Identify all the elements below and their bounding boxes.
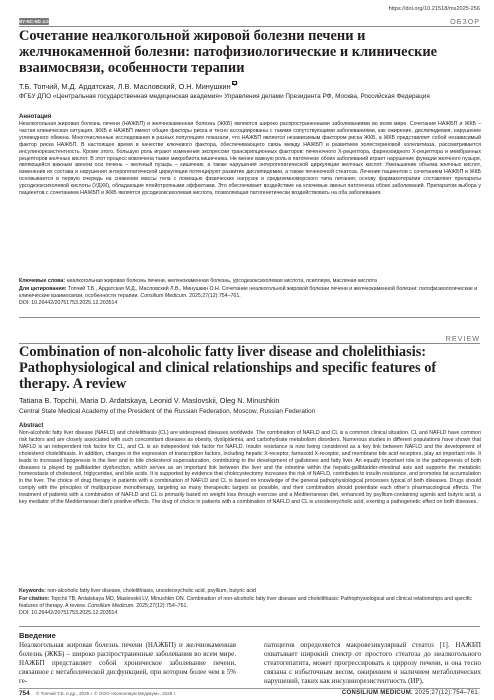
citation-label-en: For citation: <box>19 596 50 602</box>
authors-ru-text: Т.Б. Топчий, М.Д. Ардатская, Л.В. Масловский, О.Н. Минушкин <box>19 81 231 91</box>
citation-tail-ru: 2025;27(12):754–761. <box>189 292 241 299</box>
doi-ru[interactable]: DOI: 10.26442/20751753.2025.12.203514 <box>19 299 118 306</box>
license-badge: BY-NC-ND 4.0 <box>19 19 49 24</box>
section-divider <box>19 317 480 318</box>
intro-column-left: Неалкогольная жировая болезнь печени (НАЖБП) и желчнокаменная болезнь (ЖКБ) – широко распространенные заболевания во всем мире. НАЖБП представляет собой хроническое заболевание печени, связанное с метаболической дисфункцией, при котором более чем в 5% ге- <box>19 641 236 685</box>
section-label-ru: ОБЗОР <box>450 17 480 26</box>
citation-journal-ru: Consilium Medicum. <box>140 292 188 299</box>
keywords-text-ru: неалкогольная жировая болезнь печени, желчнокаменная болезнь, урсодезоксихолевая кислота, псиллиум, масляная кислота <box>66 278 377 284</box>
affiliation-en: Central State Medical Academy of the President of the Russian Federation, Moscow, Russian Federation <box>19 408 316 415</box>
keywords-en <box>19 588 481 595</box>
intro-column-right: патоцитов определяется макровезикулярный стеатоз [1]. НАЖБП охватывает широкий спектр от простого стеатоза до неалкогольного стеатогепатита, может прогрессировать к циррозу печени, и она тесно связана с избыточным весом, ожирением и наличием метаболических нарушений, таких как инсулинорезистентность (ИР), <box>264 641 481 685</box>
keywords-label-ru: Ключевые слова: <box>19 278 66 284</box>
authors-en <box>19 396 279 405</box>
citation-journal-en: Consilium Medicum. <box>87 602 135 609</box>
citation-label-ru: Для цитирования: <box>19 286 67 292</box>
footer-rule <box>19 688 480 689</box>
abstract-ru: Неалкогольная жировая болезнь печени (НАЖБП) и желчнокаменная болезнь (ЖКБ) являются широко распространенными заболеваниями во всем мире. Сочетание НАЖБП и ЖКБ – частая клиническая ситуация. ЖКБ и НАЖБП имеют общие факторы риска и тесно ассоциированы с такими сопутствующими заболеваниями, как ожирение, дислипидемия, нарушение углеводного обмена. Многочисленные исследования в разных популяциях показали, что НАЖБП является независимым фактором риска ЖКБ, а ЖКБ представляет собой независимый фактор риска НАЖБП. В настоящее время в качестве ключевого фактора, обеспечивающего связь между НАЖБП и развитием холестериновой холелитиаза, рассматривается инсулинорезистентность. Кроме этого, большую роль играют изменения экспрессии транскрипционных факторов: печеночного X-рецептора, фарнезоидного X-рецептора и мембранных рецепторов желчных кислот. В этот процесс вовлечена также микробиота кишечника. Не менее важную роль в патогенезе обоих заболеваний играет нарушение функции желчного пузыря, являющейся важным звеном оси печень – желчный пузырь – кишечник, а также нарушения энтерогепатической циркуляции желчных кислот. Уменьшение объема желчных кислот, изменения их состава и нарушения энтерогепатической циркуляции потенцируют развитие дислипидемии, а также печеночной стеатоза. Лечение пациентов с сочетанием НАЖБП и ЖКБ основывается в первую очередь на снижении массы тела с помощью физических нагрузок и средиземноморского типа питания; основу фармакотерапии составляют препараты урсодезоксихолевой кислоты (УДХК), обладающие плейотропными эффектами. Это обеспечивает воздействие на ключевые звенья патогенеза обоих заболеваний. Препаратом выбора у пациентов с сочетанием НАЖБП и ЖКБ является урсодезоксихолевая кислота, позволяющая патогенетически воздействовать на оба заболевания. <box>19 121 481 197</box>
citation-text-ru: Топчий Т.Б., Ардатская М.Д., Масловский Л.В., Минушкин О.Н. Сочетание неалкогольной жировой болезни печени и желчнокаменной болезни: патофизиологические и клинические взаимосвязи, особенности терапии. <box>19 286 478 299</box>
footer-issue: 2025;27(12):754–761. <box>414 690 480 696</box>
footer-journal-name: CONSILIUM MEDICUM. <box>341 690 413 696</box>
page-number: 754 <box>19 690 30 697</box>
article-title-en: Combination of non-alcoholic fatty liver disease and cholelithiasis: Pathophysiological and clinical relationships and specific features of therapy. A review <box>19 344 437 392</box>
section-label-en: REVIEW <box>445 334 480 343</box>
abstract-heading-ru: Аннотация <box>19 114 52 120</box>
keywords-text-en: non-alcoholic fatty liver disease, cholelithiasis, ursodeoxycholic acid, psyllium, butyric acid <box>47 588 256 594</box>
keywords-ru <box>19 278 481 285</box>
footer-journal <box>342 690 480 696</box>
header-rule <box>19 26 480 27</box>
citation-tail-en: 2025;27(12):754–761. <box>136 602 188 609</box>
doi-en[interactable]: DOI: 10.26442/20751753.2025.12.203514 <box>19 609 118 616</box>
footer-copyright: © Топчий Т.Б. и др., 2025 г. © ООО «Консилиум Медикум», 2025 г. <box>36 691 176 696</box>
article-title-ru: Сочетание неалкогольной жировой болезни печени и желчнокаменной болезни: патофизиологические и клинические взаимосвязи, особенности терапии <box>19 28 438 76</box>
abstract-heading-en: Abstract <box>19 423 44 429</box>
email-icon[interactable] <box>232 81 237 85</box>
citation-ru <box>19 286 481 307</box>
abstract-en: Non-alcoholic fatty liver disease (NAFLD) and cholelithiasis (CL) are widespread diseases worldwide. The combination of NAFLD and CL is a common clinical situation. CL and NAFLD have common risk factors and are closely associated with such concomitant diseases as obesity, dyslipidemia, and carbohydrate metabolism disorders. Numerous studies in different populations have shown that NAFLD is an independent risk factor for CL, and CL is an independent risk factor for NAFLD. Insulin resistance is now being considered as a key link between NAFLD and the development of cholesterol cholelithiasis. In addition, changes in the expression of transcription factors, including hepatic X-receptor, farnesoid X-receptor, and membrane bile acid receptors, play an important role. It leads to increased lipogenesis in the liver and to bile cholesterol supersaturation, contributing to the development of gallstones and fatty liver. An equally important role in the pathogenesis of both diseases is played by gallbladder dysfunction, which serves as an important link between the liver and the intestine within the hepatic-gallbladder-intestinal axis and supports the metabolic homeostasis of cholesterol, triglycerides, and bile acids. It is supported by evidence that cholecystectomy increases the risk of NAFLD, contributes to insulin resistance, and promotes fat accumulation in the liver. The choice of drug therapy in patients with a combination of NAFLD and CL is based on knowledge of the general pathophysiological processes typical of both diseases. Drugs should comply with the principles of multipurpose monotherapy, targeting as many therapeutic targets as possible, and their combination should potentiate each other's pharmacological effects. The treatment of patients with a combination of NAFLD and CL is primarily based on weight loss through exercise and a Mediterranean diet, enhanced by psyllium-containing agents and butyric acid, a key mediator of the Mediterranean diet's positive effects. The drug of choice in patients with a combination of NAFLD and CL is ursodeoxycholic acid, exerting a pathogenetic effect on both diseases. <box>19 430 481 506</box>
authors-ru <box>19 81 237 91</box>
keywords-label-en: Keywords: <box>19 588 46 594</box>
doi-link[interactable]: https://doi.org/10.21518/ms2025-256 <box>388 6 480 12</box>
intro-heading: Введение <box>19 631 56 640</box>
citation-en <box>19 596 481 617</box>
intro-rule <box>19 626 480 627</box>
affiliation-ru: ФГБУ ДПО «Центральная государственная медицинская академия» Управления делами Президента РФ, Москва, Российская Федерация <box>19 93 430 100</box>
citation-text-en: Topchii TB, Ardatskaya MD, Maslovskii LV, Minushkin ON. Combination of non-alcoholic fatty liver disease and cholelithiasis: Pathophysiological and clinical relationships and specific features of therapy. A review. <box>19 596 472 609</box>
authors-en-text: Tatiana B. Topchii, Maria D. Ardatskaya, Leonid V. Maslovskii, Oleg N. Minushkin <box>19 396 280 405</box>
